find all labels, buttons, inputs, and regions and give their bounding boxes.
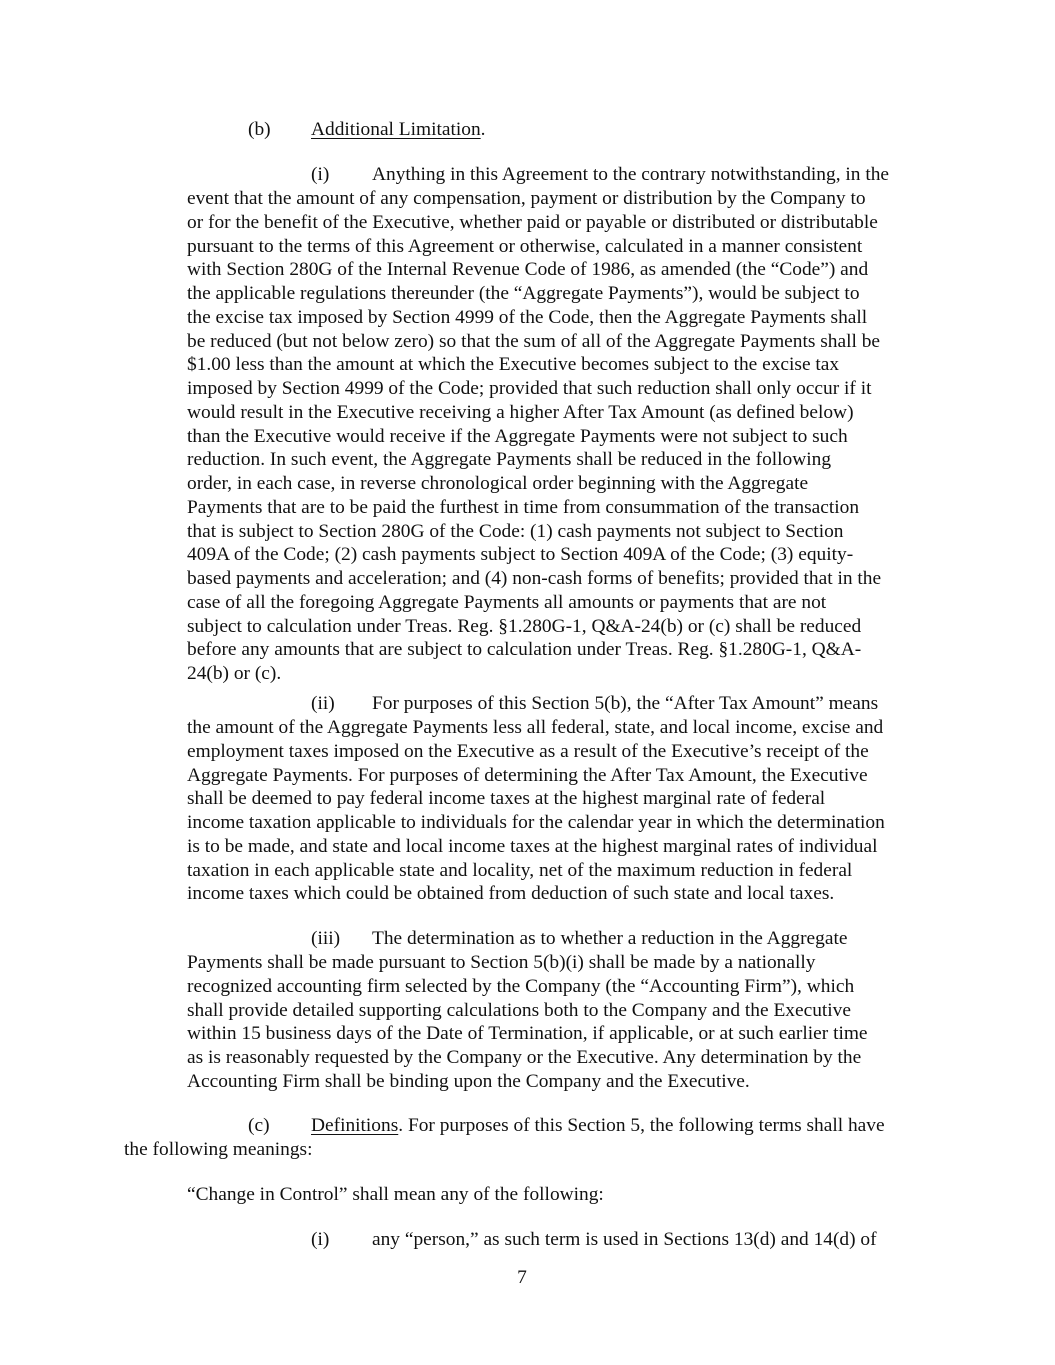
paragraph-b-iii-line: shall provide detailed supporting calculations both to the Company and the Executive	[187, 999, 851, 1021]
paragraph-b-i-line: pursuant to the terms of this Agreement or otherwise, calculated in a manner consistent	[187, 235, 863, 257]
section-b-title: Additional Limitation	[311, 119, 481, 140]
paragraph-b-i-line: be reduced (but not below zero) so that the sum of all of the Aggregate Payments shall be	[187, 330, 881, 352]
change-in-control-item-i-line: any “person,” as such term is used in Sections 13(d) and 14(d) of	[372, 1229, 877, 1250]
paragraph-b-ii-first-line	[372, 692, 878, 716]
paragraph-b-iii-body	[187, 951, 868, 1094]
paragraph-b-i-line: would result in the Executive receiving a higher After Tax Amount (as defined below)	[187, 401, 854, 423]
paragraph-b-i-line: Anything in this Agreement to the contrary notwithstanding, in the	[372, 164, 890, 185]
paragraph-b-ii-line: employment taxes imposed on the Executive as a result of the Executive’s receipt of the	[187, 740, 869, 762]
paragraph-b-ii-line: taxation in each applicable state and locality, net of the maximum reduction in federal	[187, 859, 853, 881]
paragraph-b-i-first-line	[372, 163, 889, 187]
paragraph-b-ii-line: income taxation applicable to individuals for the calendar year in which the determination	[187, 812, 885, 833]
paragraph-b-i-body	[187, 187, 881, 686]
paragraph-b-iii-line: Payments shall be made pursuant to Section 5(b)(i) shall be made by a nationally	[187, 952, 816, 973]
paragraph-b-i-line: 24(b) or (c).	[187, 663, 282, 684]
section-c-first-line-rest: . For purposes of this Section 5, the following terms shall have	[398, 1115, 885, 1136]
paragraph-b-i-line: case of all the foregoing Aggregate Payments all amounts or payments that are not	[187, 591, 827, 613]
paragraph-b-i-line: subject to calculation under Treas. Reg. §1.280G-1, Q&A-24(b) or (c) shall be reduced	[187, 615, 862, 637]
paragraph-b-i-line: before any amounts that are subject to calculation under Treas. Reg. §1.280G-1, Q&A-	[187, 639, 862, 661]
section-c-marker: (c)	[248, 1115, 270, 1136]
paragraph-b-i-line: the excise tax imposed by Section 4999 of the Code, then the Aggregate Payments shall	[187, 306, 868, 328]
paragraph-b-i-line: based payments and acceleration; and (4) non-cash forms of benefits; provided that in the	[187, 568, 882, 589]
paragraph-b-iii-line: The determination as to whether a reduction in the Aggregate	[372, 928, 848, 949]
paragraph-b-iii-marker: (iii)	[311, 928, 341, 949]
section-c-second-line	[124, 1138, 313, 1162]
change-in-control-item-i-text	[372, 1228, 877, 1252]
paragraph-b-i-marker: (i)	[311, 164, 330, 185]
paragraph-b-i-line: imposed by Section 4999 of the Code; provided that such reduction shall only occur if it	[187, 378, 872, 399]
change-in-control-intro	[187, 1183, 604, 1207]
paragraph-b-i-line: than the Executive would receive if the Aggregate Payments were not subject to such	[187, 425, 848, 447]
paragraph-b-ii-line: shall be deemed to pay federal income taxes at the highest marginal rate of federal	[187, 788, 826, 810]
paragraph-b-ii-line: the amount of the Aggregate Payments less all federal, state, and local income, excise and	[187, 717, 884, 738]
page-number: 7	[517, 1267, 527, 1288]
paragraph-b-i-line: 409A of the Code; (2) cash payments subject to Section 409A of the Code; (3) equity-	[187, 544, 854, 566]
section-b-title-wrap	[311, 118, 486, 142]
paragraph-b-iii-line: Accounting Firm shall be binding upon the Company and the Executive.	[187, 1070, 750, 1092]
section-c-line: the following meanings:	[124, 1139, 313, 1160]
paragraph-b-iii-line: recognized accounting firm selected by the Company (the “Accounting Firm”), which	[187, 975, 855, 997]
paragraph-b-i-line: or for the benefit of the Executive, whether paid or payable or distributed or distributable	[187, 211, 878, 233]
paragraph-b-i-line: Payments that are to be paid the furthest in time from consummation of the transaction	[187, 496, 860, 518]
paragraph-b-i-line: the applicable regulations thereunder (the “Aggregate Payments”), would be subject to	[187, 283, 860, 304]
section-b-title-suffix: .	[480, 119, 486, 140]
section-c-title: Definitions	[311, 1115, 399, 1136]
change-in-control-text: “Change in Control” shall mean any of the following:	[187, 1184, 604, 1205]
paragraph-b-iii-line: within 15 business days of the Date of Termination, if applicable, or at such earlier time	[187, 1023, 868, 1045]
paragraph-b-iii-first-line	[372, 927, 847, 951]
change-in-control-item-i-marker: (i)	[311, 1229, 330, 1250]
paragraph-b-i-line: reduction. In such event, the Aggregate Payments shall be reduced in the following	[187, 449, 832, 471]
section-c-first-line	[311, 1114, 885, 1138]
paragraph-b-i-line: with Section 280G of the Internal Revenue Code of 1986, as amended (the “Code”) and	[187, 259, 869, 281]
paragraph-b-ii-line: For purposes of this Section 5(b), the “After Tax Amount” means	[372, 693, 879, 714]
paragraph-b-ii-line: income taxes which could be obtained from deduction of such state and local taxes.	[187, 883, 835, 905]
paragraph-b-i-line: $1.00 less than the amount at which the Executive becomes subject to the excise tax	[187, 354, 840, 376]
paragraph-b-ii-line: Aggregate Payments. For purposes of determining the After Tax Amount, the Executive	[187, 764, 868, 786]
paragraph-b-i-line: that is subject to Section 280G of the Code: (1) cash payments not subject to Section	[187, 520, 844, 542]
paragraph-b-iii-line: as is reasonably requested by the Company or the Executive. Any determination by the	[187, 1047, 862, 1068]
paragraph-b-ii-line: is to be made, and state and local income taxes at the highest marginal rates of individual	[187, 835, 878, 857]
paragraph-b-i-line: order, in each case, in reverse chronological order beginning with the Aggregate	[187, 473, 809, 494]
paragraph-b-ii-marker: (ii)	[311, 693, 335, 714]
paragraph-b-i-line: event that the amount of any compensation, payment or distribution by the Company to	[187, 188, 866, 209]
section-b-marker: (b)	[248, 119, 271, 140]
paragraph-b-ii-body	[187, 716, 885, 906]
